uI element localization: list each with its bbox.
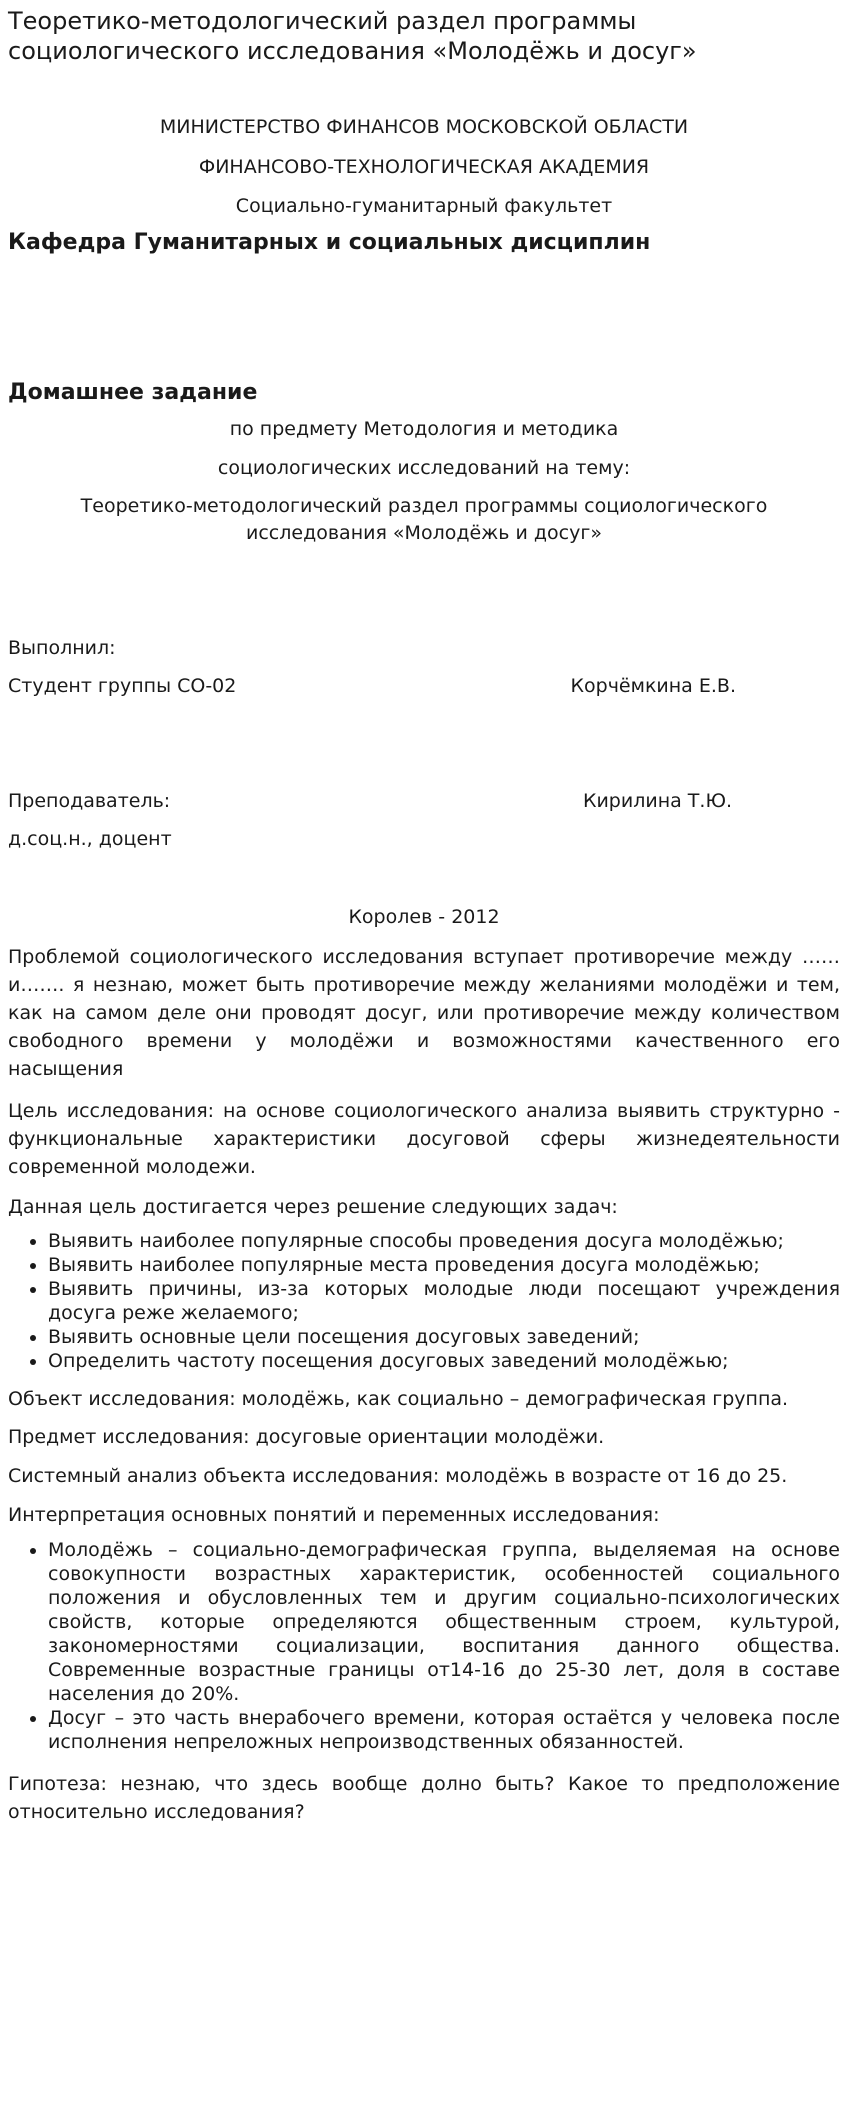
teacher-row xyxy=(8,788,840,814)
place-year: Королев - 2012 xyxy=(348,906,500,928)
author-label: Выполнил: xyxy=(8,637,116,659)
teacher-degree: д.соц.н., доцент xyxy=(8,828,172,850)
ministry-name: МИНИСТЕРСТВО ФИНАНСОВ МОСКОВСКОЙ ОБЛАСТИ xyxy=(159,116,689,138)
teacher-label: Преподаватель: xyxy=(8,790,171,812)
department-name: Кафедра Гуманитарных и социальных дисциплин xyxy=(8,230,651,255)
tasks-intro: Данная цель достигается через решение следующих задач: xyxy=(8,1196,618,1218)
author-row xyxy=(8,673,840,699)
tasks-list xyxy=(8,1229,840,1373)
list-item: • Молодёжь – социально-демографическая группа, выделяемая на основе совокупности возрастных характеристик, особенностей социального положения и обусловленных тем и другим социально-психологических свойств, которые определяются общественным строем, культурой, закономерностями социализации, воспитания данного общества. Современные возрастные границы от14-16 до 25-30 лет, доля в составе населения до 20%. xyxy=(48,1538,840,1706)
subject-paragraph: Предмет исследования: досуговые ориентации молодёжи. xyxy=(8,1426,605,1448)
assignment-heading: Домашнее задание xyxy=(8,380,258,405)
problem-paragraph: Проблемой социологического исследования вступает противоречие между ……и……. я незнаю, может быть противоречие между желаниями молодёжи и тем, как на самом деле они проводят досуг, или противоречие между количеством свободного времени у молодёжи и возможностями качественного его насыщения xyxy=(8,946,840,1080)
faculty-name: Социально-гуманитарный факультет xyxy=(235,195,613,217)
hypothesis-paragraph: Гипотеза: незнаю, что здесь вообще долно быть? Какое то предположение относительно исследования? xyxy=(8,1773,840,1823)
assignment-topic-line2: исследования «Молодёжь и досуг» xyxy=(246,522,602,544)
object-paragraph: Объект исследования: молодёжь, как социально – демографическая группа. xyxy=(8,1388,789,1410)
concepts-list xyxy=(8,1538,840,1754)
page-title: Теоретико-методологический раздел программы социологического исследования «Молодёжь и досуг» xyxy=(8,7,697,65)
list-item: • Выявить наиболее популярные способы проведения досуга молодёжью; xyxy=(48,1229,840,1253)
list-item: • Досуг – это часть внерабочего времени, которая остаётся у человека после исполнения непреложных непроизводственных обязанностей. xyxy=(48,1706,840,1754)
list-item: • Выявить причины, из-за которых молодые люди посещают учреждения досуга реже желаемого; xyxy=(48,1277,840,1325)
teacher-name: Кирилина Т.Ю. xyxy=(582,790,732,812)
academy-name: ФИНАНСОВО-ТЕХНОЛОГИЧЕСКАЯ АКАДЕМИЯ xyxy=(198,156,650,178)
author-group: Студент группы СО-02 xyxy=(8,675,237,697)
assignment-subject-line1: по предмету Методология и методика xyxy=(229,418,619,440)
assignment-subject-line2: социологических исследований на тему: xyxy=(217,457,631,479)
system-analysis-paragraph: Системный анализ объекта исследования: молодёжь в возрасте от 16 до 25. xyxy=(8,1465,788,1487)
list-item: • Определить частоту посещения досуговых заведений молодёжью; xyxy=(48,1349,840,1373)
list-item: • Выявить наиболее популярные места проведения досуга молодёжью; xyxy=(48,1253,840,1277)
list-item: • Выявить основные цели посещения досуговых заведений; xyxy=(48,1325,840,1349)
assignment-topic-line1: Теоретико-методологический раздел программы социологического xyxy=(80,495,768,517)
goal-paragraph: Цель исследования: на основе социологического анализа выявить структурно - функциональные характеристики досуговой сферы жизнедеятельности современной молодежи. xyxy=(8,1100,840,1178)
author-name: Корчёмкина Е.В. xyxy=(570,675,736,697)
concepts-intro: Интерпретация основных понятий и переменных исследования: xyxy=(8,1504,660,1526)
